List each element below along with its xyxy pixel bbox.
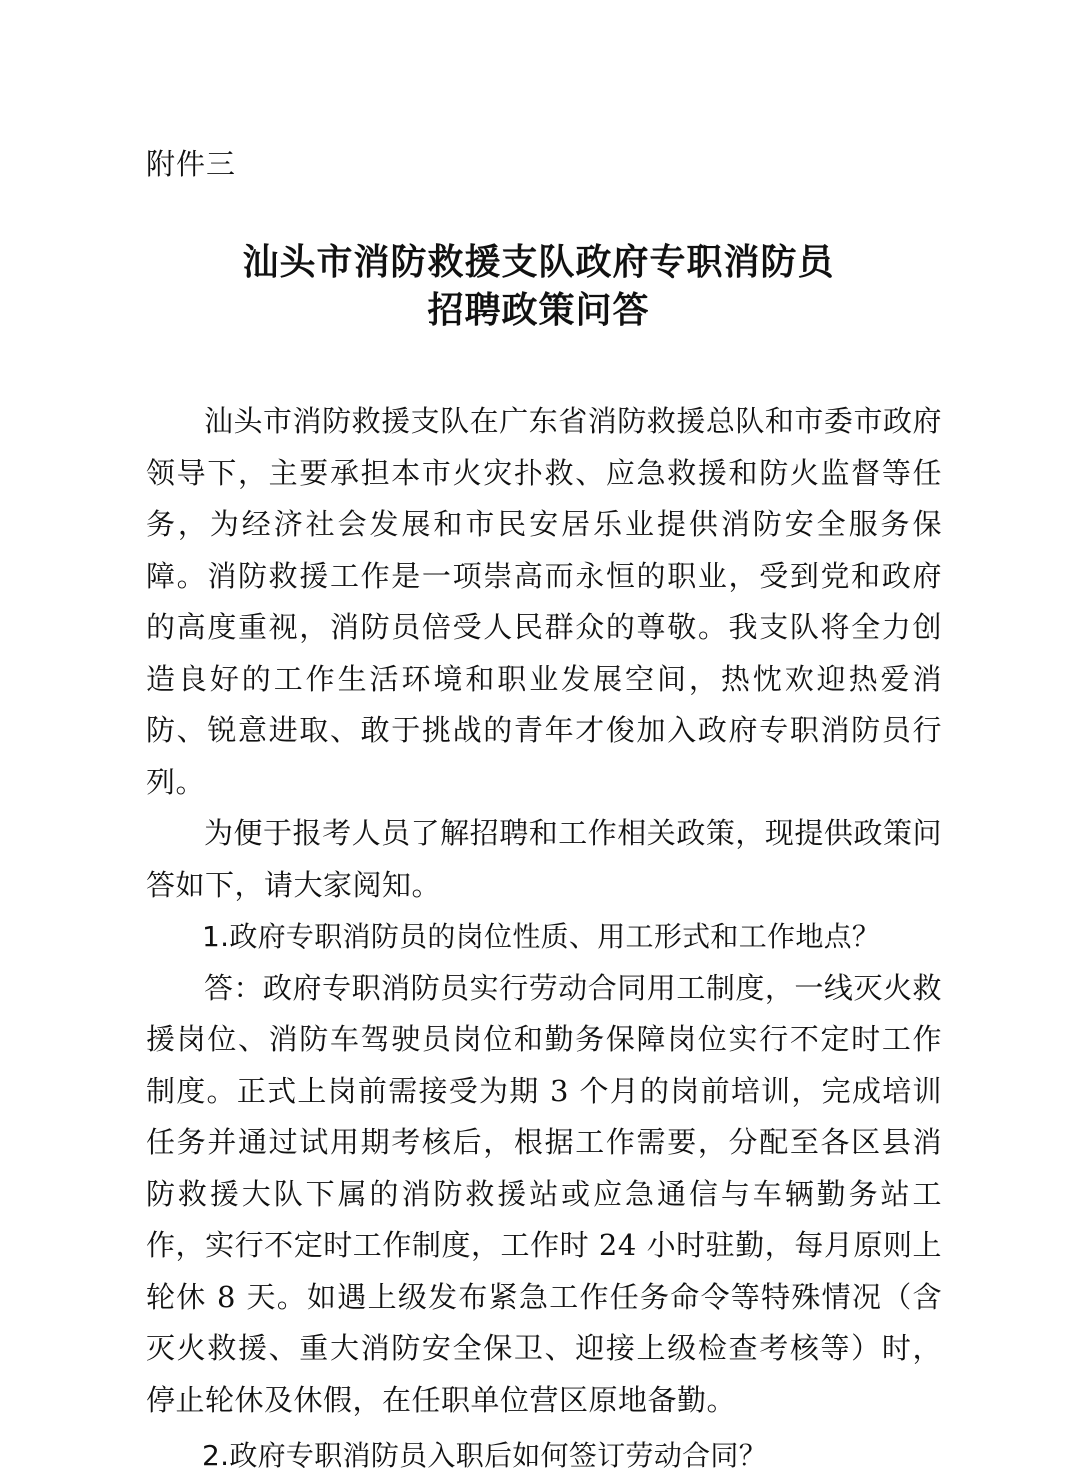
answer-1: 答：政府专职消防员实行劳动合同用工制度，一线灭火救援岗位、消防车驾驶员岗位和勤务保障岗位实行不定时工作制度。正式上岗前需接受为期 3 个月的岗前培训，完成培训任务并通过试用期考核后，根据工作需要，分配至各区县消防救援大队下属的消防救援站或应急通信与车辆勤务站工作，实行不定时工作制度，工作时 24 小时驻勤，每月原则上轮休 8 天。如遇上级发布紧急工作任务命令等特殊情况（含灭火救援、重大消防安全保卫、迎接上级检查考核等）时，停止轮休及休假，在任职单位营区原地备勤。 bbox=[146, 970, 942, 1417]
question-2: 2.政府专职消防员入职后如何签订劳动合同？ bbox=[202, 1439, 768, 1472]
purpose-paragraph: 为便于报考人员了解招聘和工作相关政策，现提供政策问答如下，请大家阅知。 bbox=[146, 816, 942, 902]
intro-paragraph: 汕头市消防救援支队在广东省消防救援总队和市委市政府领导下，主要承担本市火灾扑救、应急救援和防火监督等任务，为经济社会发展和市民安居乐业提供消防安全服务保障。消防救援工作是一项崇高而永恒的职业，受到党和政府的高度重视，消防员倍受人民群众的尊敬。我支队将全力创造良好的工作生活环境和职业发展空间，热忱欢迎热爱消防、锐意进取、敢于挑战的青年才俊加入政府专职消防员行列。 bbox=[146, 404, 942, 799]
attachment-label: 附件三 bbox=[146, 147, 237, 181]
question-1: 1.政府专职消防员的岗位性质、用工形式和工作地点？ bbox=[202, 920, 881, 953]
title-line-1: 汕头市消防救援支队政府专职消防员 bbox=[242, 241, 835, 283]
document-body bbox=[146, 396, 942, 1482]
document-title bbox=[0, 238, 1077, 334]
title-line-2: 招聘政策问答 bbox=[427, 289, 650, 331]
